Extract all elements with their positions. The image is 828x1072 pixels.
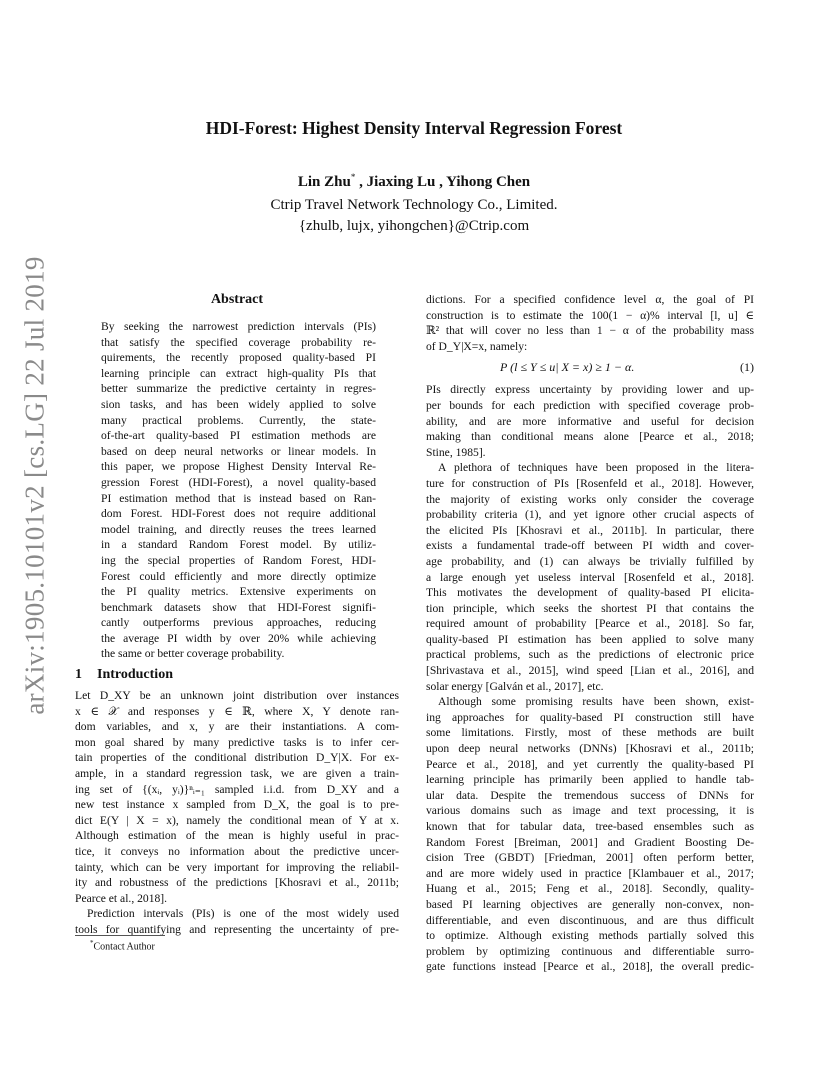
text-line: the same or better coverage probability. xyxy=(101,647,285,661)
text-line: tice, it conveys no information about the predictive uncer- xyxy=(75,844,399,858)
text-line: this paper, we propose Highest Density Interval Re- xyxy=(101,460,376,474)
text-line: ing the special properties of Random Forest, HDI- xyxy=(101,553,376,567)
abstract-body xyxy=(101,319,376,662)
author-name: Lin Zhu xyxy=(297,174,351,190)
arxiv-identifier-text: arXiv:1905.10101v2 [cs.LG] 22 Jul 2019 xyxy=(19,255,50,715)
text-line: ture for construction of PIs [Rosenfeld et al., 2018]. However, xyxy=(426,476,754,490)
author-name: Yihong Chen xyxy=(446,174,531,190)
text-line: quirements, the recently proposed quality-based PI xyxy=(101,351,376,365)
text-line: the majority of existing works only consider the coverage xyxy=(426,492,754,506)
section-heading xyxy=(75,667,173,683)
text-line: per bounds for each prediction with specified coverage prob- xyxy=(426,398,754,412)
author-list xyxy=(0,172,828,191)
text-line: tain properties of the conditional distribution D_Y|X. For ex- xyxy=(75,751,399,765)
text-line: ℝ² that will cover no less than 1 − α of the probability mass xyxy=(426,324,754,338)
text-line: Pearce et al., 2018], and yet currently the quality-based PI xyxy=(426,757,754,771)
text-line: in a standard Random Forest model. By utiliz- xyxy=(101,538,376,552)
text-line: Although estimation of the mean is highly useful in prac- xyxy=(75,829,399,843)
text-line: dict E(Y | X = x), namely the conditional mean of Y at x. xyxy=(75,813,399,827)
text-line: exists a fundamental trade-off between PI width and cover- xyxy=(426,539,754,553)
text-line: Random Forest [Breiman, 2001] and Gradient Boosting De- xyxy=(426,835,754,849)
text-line: tainty, which can be very important for improving the reliabil- xyxy=(75,860,399,874)
text-line: of-the-art quality-based PI estimation methods are xyxy=(101,429,376,443)
text-line: This motivates the development of quality-based PI elicita- xyxy=(426,586,754,600)
text-line: age probability, and (1) can always be trivially fulfilled by xyxy=(426,554,754,568)
text-line: tion principle, which seeks the shortest PI that contains the xyxy=(426,601,754,615)
text-line: Pearce et al., 2018]. xyxy=(75,891,168,905)
author-separator: , xyxy=(435,174,447,190)
text-line: Stine, 1985]. xyxy=(426,445,486,459)
text-line: ability, and are more informative and useful for decision xyxy=(426,414,754,428)
text-line: A plethora of techniques have been proposed in the litera- xyxy=(438,461,754,475)
right-column-body xyxy=(426,382,754,975)
text-line: dom Forest. HDI-Forest does not require additional xyxy=(101,507,376,521)
text-line: [Shrivastava et al., 2015], wind speed [Lian et al., 2016], and xyxy=(426,664,754,678)
text-line: Forest could efficiently and more directly optimize xyxy=(101,569,376,583)
text-line: required amount of probability [Pearce et al., 2018]. So far, xyxy=(426,617,754,631)
paper-title: HDI-Forest: Highest Density Interval Regression Forest xyxy=(205,118,623,138)
text-line: dictions. For a specified confidence level α, the goal of PI xyxy=(426,293,754,306)
text-line: better summarize the predictive certainty in regres- xyxy=(101,382,376,396)
text-line: x ∈ 𝒳 and responses y ∈ ℝ, where X, Y denote ran- xyxy=(75,704,399,718)
text-line: PIs directly express uncertainty by providing lower and up- xyxy=(426,383,754,397)
text-line: making than conditional means alone [Pearce et al., 2018; xyxy=(426,430,754,444)
text-line: dom variables, and x, y are their instantiations. A com- xyxy=(75,720,399,734)
text-line: of D_Y|X=x, namely: xyxy=(426,339,528,353)
text-line: By seeking the narrowest prediction intervals (PIs) xyxy=(101,320,376,333)
equation-number: (1) xyxy=(740,360,754,375)
text-line: ing approaches for quality-based PI construction still have xyxy=(426,710,754,724)
text-line: the PI quality metrics. Extensive experiments on xyxy=(101,585,376,599)
text-line: problem by optimizing continuous and differentiable surro- xyxy=(426,944,754,958)
text-line: model training, and directly reuses the trees learned xyxy=(101,522,376,536)
text-line: upon deep neural networks (DNNs) [Khosravi et al., 2011b; xyxy=(426,742,754,756)
section-number: 1 xyxy=(75,667,82,682)
text-line: cision Tree (GBDT) [Friedman, 2001] often perform better, xyxy=(426,851,754,865)
text-line: new test instance x sampled from D_X, the goal is to pre- xyxy=(75,798,399,812)
text-line: ing set of {(xᵢ, yᵢ)}ⁿᵢ₌₁ sampled i.i.d. from D_XY and a xyxy=(75,782,399,796)
text-line: Huang et al., 2015; Feng et al., 2018]. Secondly, quality- xyxy=(426,882,754,896)
section-title: Introduction xyxy=(97,667,173,682)
text-line: mon goal shared by many predictive tasks is to infer cer- xyxy=(75,735,399,749)
footnote-text: Contact Author xyxy=(93,941,155,953)
footnote-rule xyxy=(75,935,165,936)
text-line: tools for quantifying and representing the uncertainty of pre- xyxy=(75,922,399,936)
text-line: learning principle can extract high-quality PIs that xyxy=(101,366,376,380)
text-line: a large enough yet useless interval [Rosenfeld et al., 2018]. xyxy=(426,570,754,584)
text-line: gate functions instead [Pearce et al., 2018], the overall predic- xyxy=(426,960,754,974)
text-line: sion tasks, and has been widely applied to solve xyxy=(101,397,376,411)
text-line: cantly outperforms previous approaches, reducing xyxy=(101,616,376,630)
equation-body: P (l ≤ Y ≤ u| X = x) ≥ 1 − α. xyxy=(500,360,635,375)
right-column-text xyxy=(426,292,754,975)
text-line: to optimize. Although existing methods partially solved this xyxy=(426,929,754,943)
text-line: various domains such as image and text processing, it is xyxy=(426,804,754,818)
text-line: some limitations. Firstly, most of these methods are built xyxy=(426,726,754,740)
text-line: ular data. Despite the tremendous success of DNNs for xyxy=(426,788,754,802)
text-line: the average PI width by over 20% while achieving xyxy=(101,631,376,645)
text-line: probability criteria (1), and yet ignore other crucial aspects of xyxy=(426,508,754,522)
equation-1 xyxy=(426,354,754,382)
text-line: Although some promising results have been shown, exist- xyxy=(438,695,754,709)
text-line: the elicited PIs [Khosravi et al., 2011b]. In particular, there xyxy=(426,523,754,537)
text-line: practical problems, such as the predictions of electronic price xyxy=(426,648,754,662)
text-line: many practical problems. Currently, the state- xyxy=(101,413,376,427)
text-line: quality-based PI estimation has been applied to solve many xyxy=(426,632,754,646)
text-line: ity and robustness of the predictions [Khosravi et al., 2011b; xyxy=(75,876,399,890)
text-line: Prediction intervals (PIs) is one of the most widely used xyxy=(87,907,399,921)
author-separator: , xyxy=(355,174,367,190)
text-line: gression Forest (HDI-Forest), a novel quality-based xyxy=(101,475,376,489)
abstract-heading: Abstract xyxy=(210,292,264,307)
text-line: and are more widely used in practice [Klambauer et al., 2017; xyxy=(426,866,754,880)
text-line: construction is to estimate the 100(1 − α)% interval [l, u] ∈ xyxy=(426,308,754,322)
arxiv-identifier xyxy=(10,240,60,730)
text-line: benchmark datasets show that HDI-Forest signifi- xyxy=(101,600,376,614)
text-line: that satisfy the specified coverage probability re- xyxy=(101,335,376,349)
text-line: PI estimation method that is instead based on Ran- xyxy=(101,491,376,505)
author-email: {zhulb, lujx, yihongchen}@Ctrip.com xyxy=(298,218,530,234)
left-column-text xyxy=(75,688,399,938)
author-mark: * xyxy=(350,172,356,182)
affiliation: Ctrip Travel Network Technology Co., Limited. xyxy=(270,197,558,213)
right-column-intro xyxy=(426,292,754,354)
text-line: Let D_XY be an unknown joint distribution over instances xyxy=(75,689,399,702)
text-line: learning principle has primarily been applied to handle tab- xyxy=(426,773,754,787)
text-line: differentiable, and even discontinuous, and are thus difficult xyxy=(426,913,754,927)
text-line: solar energy [Galván et al., 2017], etc. xyxy=(426,679,604,693)
text-line: based PI learning objectives are generally non-convex, non- xyxy=(426,897,754,911)
text-line: based on deep neural networks or linear models. In xyxy=(101,444,376,458)
text-line: known that for tabular data, tree-based ensembles such as xyxy=(426,820,754,833)
footnote-mark: * xyxy=(90,939,94,947)
author-name: Jiaxing Lu xyxy=(366,174,436,190)
text-line: ample, in a standard regression task, we are given a train- xyxy=(75,766,399,780)
footnote xyxy=(90,939,155,952)
